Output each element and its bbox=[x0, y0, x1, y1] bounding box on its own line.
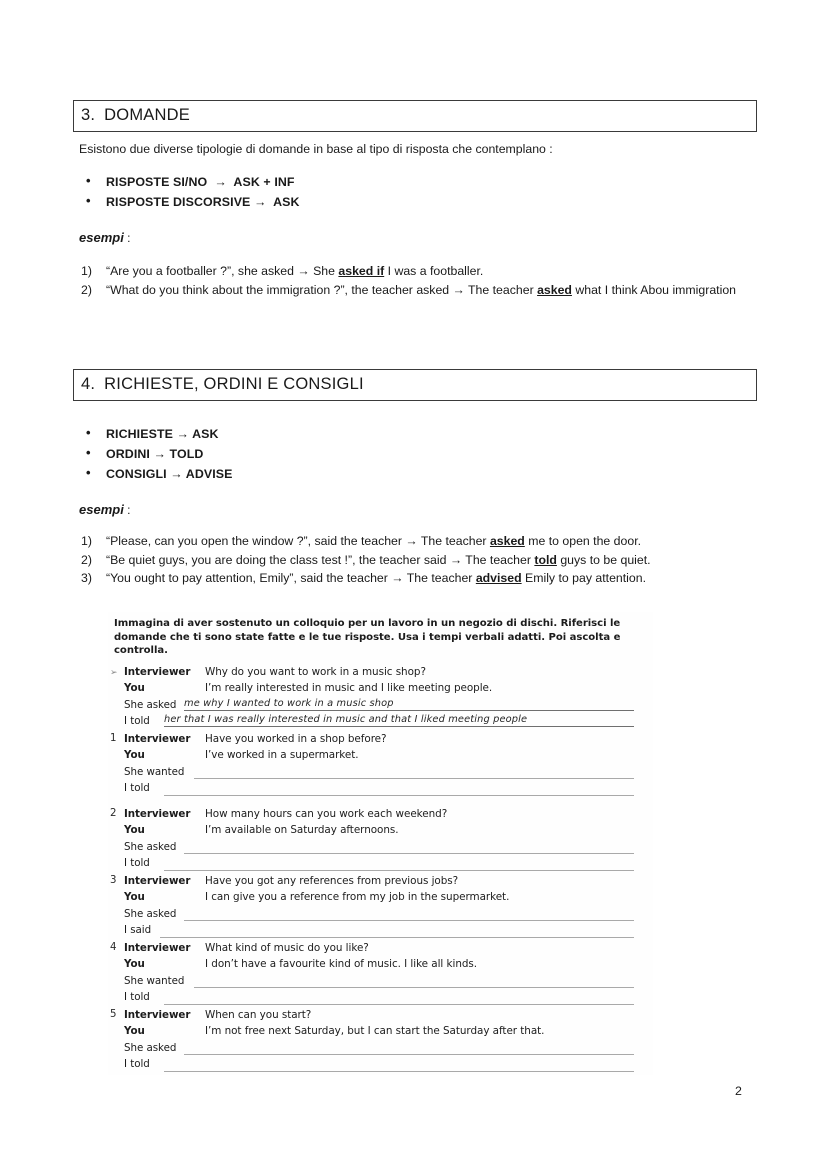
example-item bbox=[79, 281, 757, 300]
section3-examples-list bbox=[79, 262, 757, 299]
role-label-interviewer: Interviewer bbox=[124, 1008, 191, 1021]
reported-blank-row[interactable] bbox=[108, 923, 653, 939]
you-answer: I’m not free next Saturday, but I can start the Saturday after that. bbox=[205, 1025, 545, 1038]
example-emphasis: asked bbox=[489, 534, 525, 548]
bullet-item: • RISPOSTE SI/NO → ASK + INF bbox=[79, 172, 300, 192]
role-label-you: You bbox=[124, 1025, 145, 1038]
reported-blank-row[interactable] bbox=[108, 714, 653, 730]
answer-rule bbox=[164, 870, 634, 871]
role-label-you: You bbox=[124, 891, 145, 904]
interviewer-question: Why do you want to work in a music shop? bbox=[205, 665, 426, 678]
answer-rule bbox=[164, 1004, 634, 1005]
role-label-interviewer: Interviewer bbox=[124, 874, 191, 887]
example-number: 2) bbox=[81, 552, 92, 567]
handwritten-answer: me why I wanted to work in a music shop bbox=[184, 698, 634, 711]
example-number: 2) bbox=[81, 282, 92, 297]
blank-label: I told bbox=[124, 1058, 150, 1071]
interviewer-row bbox=[108, 874, 653, 891]
interviewer-question: When can you start? bbox=[205, 1008, 312, 1021]
item-marker-number: 5 bbox=[110, 1008, 117, 1020]
embedded-exercise-scan bbox=[108, 612, 653, 1075]
section3-esempi-label bbox=[79, 230, 130, 245]
esempi-word: esempi bbox=[79, 502, 124, 517]
reported-blank-row[interactable] bbox=[108, 907, 653, 923]
reported-blank-row[interactable] bbox=[108, 1041, 653, 1057]
item-marker-number: 4 bbox=[110, 941, 117, 953]
you-answer: I’m really interested in music and I like meeting people. bbox=[205, 682, 493, 695]
interviewer-row bbox=[108, 665, 653, 682]
example-emphasis: asked bbox=[537, 282, 572, 297]
example-text-pre: “What do you think about the immigration ?”, the teacher asked → The teacher bbox=[106, 282, 538, 297]
blank-label: I told bbox=[124, 857, 150, 870]
section-number: 3. bbox=[81, 106, 96, 124]
bullet-item: • RISPOSTE DISCORSIVE → ASK bbox=[79, 192, 300, 212]
section4-bullet-list bbox=[79, 424, 233, 484]
item-marker-number: 3 bbox=[110, 874, 117, 886]
item-marker-number: 1 bbox=[110, 732, 117, 744]
blank-label: She asked bbox=[124, 840, 177, 853]
exercise-instruction: Immagina di aver sostenuto un colloquio per un lavoro in un negozio di dischi. Riferisci le domande che ti sono state fatte e le tue risposte. Usa i tempi verbali adatti. Poi ascolta e controlla. bbox=[114, 618, 621, 657]
reported-blank-row[interactable] bbox=[108, 1057, 653, 1073]
interviewer-question: Have you got any references from previous jobs? bbox=[205, 874, 459, 887]
example-emphasis: asked if bbox=[338, 264, 385, 278]
answer-rule bbox=[194, 987, 634, 988]
section-title: RICHIESTE, ORDINI E CONSIGLI bbox=[104, 375, 364, 393]
role-label-you: You bbox=[124, 824, 145, 837]
example-text-pre: “Be quiet guys, you are doing the class test !”, the teacher said → The teacher bbox=[106, 552, 535, 567]
reported-blank-row[interactable] bbox=[108, 856, 653, 872]
section3-bullet-list bbox=[79, 172, 300, 212]
example-text-post: Emily to pay attention. bbox=[521, 571, 647, 585]
exercise-item bbox=[108, 732, 653, 798]
reported-blank-row[interactable] bbox=[108, 990, 653, 1006]
reported-blank-row[interactable] bbox=[108, 781, 653, 797]
example-item bbox=[79, 262, 757, 281]
bullet-item: • CONSIGLI → ADVISE bbox=[79, 464, 233, 484]
section-number: 4. bbox=[81, 375, 96, 393]
example-text-post: I was a footballer. bbox=[384, 264, 484, 278]
blank-label: She wanted bbox=[124, 765, 185, 778]
example-number: 3) bbox=[81, 571, 92, 585]
role-label-you: You bbox=[124, 958, 145, 971]
you-row bbox=[108, 748, 653, 765]
example-text-pre: “Are you a footballer ?”, she asked → She bbox=[106, 264, 339, 278]
blank-label: I told bbox=[124, 991, 150, 1004]
blank-label: She asked bbox=[124, 907, 177, 920]
exercise-item bbox=[108, 941, 653, 1007]
role-label-interviewer: Interviewer bbox=[124, 941, 191, 954]
interviewer-row bbox=[108, 941, 653, 958]
example-text-post: what I think Abou immigration bbox=[571, 282, 736, 297]
you-row bbox=[108, 957, 653, 974]
section3-intro-text: Esistono due diverse tipologie di domande in base al tipo di risposta che contemplano : bbox=[79, 142, 553, 156]
example-number: 1) bbox=[81, 534, 92, 548]
answer-rule bbox=[184, 853, 634, 854]
answer-rule bbox=[184, 1054, 634, 1055]
section4-esempi-label bbox=[79, 502, 130, 517]
reported-blank-row[interactable] bbox=[108, 765, 653, 781]
exercise-item bbox=[108, 874, 653, 940]
esempi-colon: : bbox=[123, 503, 131, 517]
example-item bbox=[79, 551, 757, 570]
you-answer: I can give you a reference from my job in the supermarket. bbox=[205, 891, 510, 904]
item-marker-arrow-icon: ➢ bbox=[110, 667, 118, 678]
role-label-you: You bbox=[124, 749, 145, 762]
answer-rule bbox=[160, 937, 634, 938]
section-title: DOMANDE bbox=[104, 106, 190, 124]
example-item bbox=[79, 569, 757, 588]
example-text-post: me to open the door. bbox=[524, 534, 642, 548]
answer-rule bbox=[164, 1071, 634, 1072]
you-answer: I don’t have a favourite kind of music. I like all kinds. bbox=[205, 958, 478, 971]
page-number: 2 bbox=[735, 1084, 742, 1098]
you-answer: I’ve worked in a supermarket. bbox=[205, 749, 359, 762]
section-heading-richieste bbox=[73, 369, 757, 401]
you-row bbox=[108, 890, 653, 907]
you-row bbox=[108, 1024, 653, 1041]
esempi-word: esempi bbox=[79, 230, 124, 245]
role-label-interviewer: Interviewer bbox=[124, 807, 191, 820]
example-emphasis: told bbox=[534, 552, 557, 567]
example-item bbox=[79, 532, 757, 551]
blank-label: I told bbox=[124, 782, 150, 795]
handwritten-answer: her that I was really interested in music and that I liked meeting people bbox=[164, 714, 634, 727]
interviewer-question: How many hours can you work each weekend? bbox=[205, 807, 448, 820]
example-text-pre: “You ought to pay attention, Emily”, said the teacher → The teacher bbox=[106, 571, 476, 585]
exercise-item bbox=[108, 665, 653, 731]
blank-label: I said bbox=[124, 924, 152, 937]
bullet-item: • ORDINI → TOLD bbox=[79, 444, 233, 464]
role-label-interviewer: Interviewer bbox=[124, 732, 191, 745]
example-number: 1) bbox=[81, 264, 92, 278]
you-answer: I’m available on Saturday afternoons. bbox=[205, 824, 399, 837]
interviewer-row bbox=[108, 1008, 653, 1025]
interviewer-row bbox=[108, 807, 653, 824]
reported-blank-row[interactable] bbox=[108, 974, 653, 990]
reported-blank-row[interactable] bbox=[108, 840, 653, 856]
exercise-item bbox=[108, 1008, 653, 1074]
you-row bbox=[108, 681, 653, 698]
interviewer-question: What kind of music do you like? bbox=[205, 941, 369, 954]
reported-blank-row[interactable] bbox=[108, 698, 653, 714]
blank-label: I told bbox=[124, 715, 150, 728]
you-row bbox=[108, 823, 653, 840]
interviewer-row bbox=[108, 732, 653, 749]
answer-rule bbox=[194, 778, 634, 779]
example-emphasis: advised bbox=[475, 571, 522, 585]
example-text-pre: “Please, can you open the window ?”, said the teacher → The teacher bbox=[106, 534, 490, 548]
example-text-post: guys to be quiet. bbox=[556, 552, 651, 567]
answer-rule bbox=[184, 920, 634, 921]
item-marker-number: 2 bbox=[110, 807, 117, 819]
role-label-you: You bbox=[124, 682, 145, 695]
blank-label: She wanted bbox=[124, 974, 185, 987]
bullet-item: • RICHIESTE → ASK bbox=[79, 424, 233, 444]
blank-label: She asked bbox=[124, 698, 177, 711]
section-heading-domande bbox=[73, 100, 757, 132]
blank-label: She asked bbox=[124, 1041, 177, 1054]
esempi-colon: : bbox=[123, 231, 131, 245]
exercise-item bbox=[108, 807, 653, 873]
answer-rule bbox=[164, 795, 634, 796]
role-label-interviewer: Interviewer bbox=[124, 665, 191, 678]
interviewer-question: Have you worked in a shop before? bbox=[205, 732, 387, 745]
section4-examples-list bbox=[79, 532, 757, 588]
